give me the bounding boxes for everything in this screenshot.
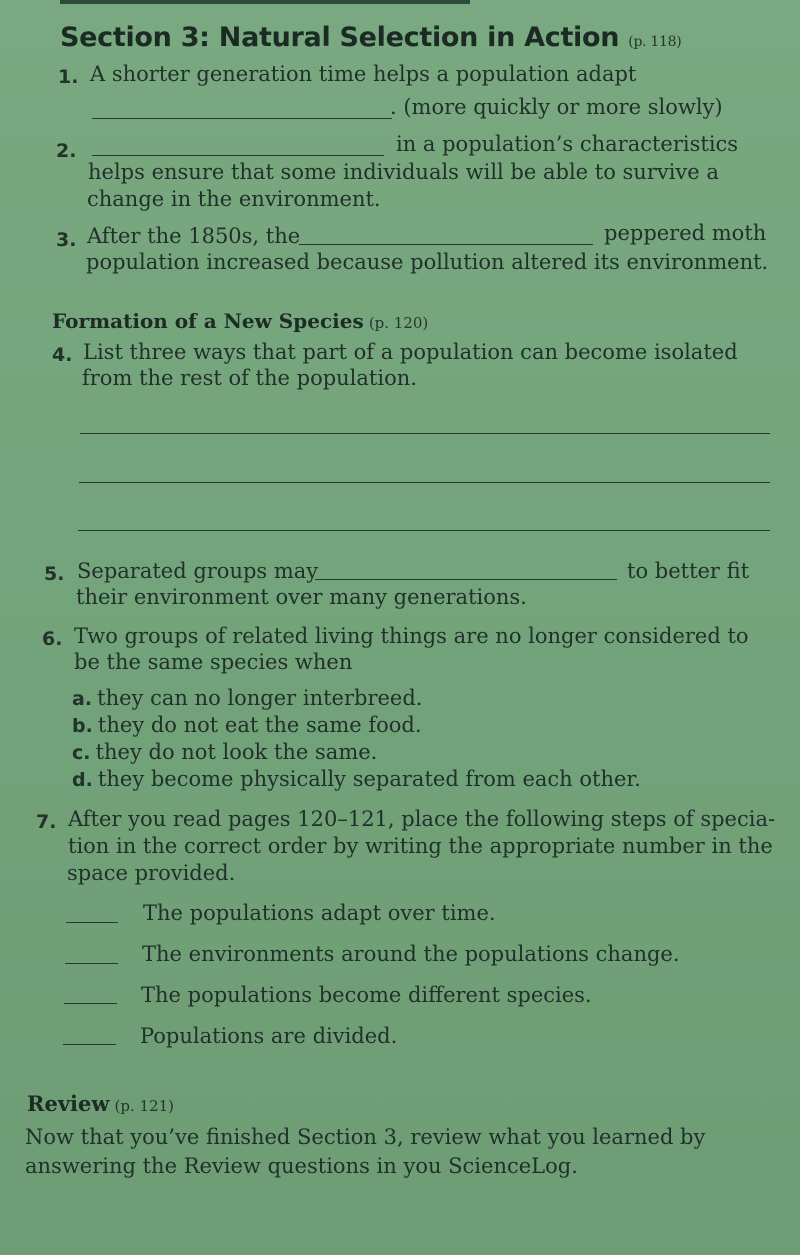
q4-answer-line-2[interactable] [79, 482, 770, 483]
q3-blank[interactable] [299, 244, 593, 245]
q4-answer-line-1[interactable] [80, 433, 770, 434]
formation-heading [52, 309, 428, 333]
section-title [60, 22, 681, 53]
review-title: Review [27, 1091, 110, 1116]
q4-text-2: from the rest of the population. [82, 366, 417, 390]
q7-step-3: The populations become different species. [141, 983, 592, 1007]
q7-text-2: tion in the correct order by writing the appropriate number in the [68, 834, 773, 858]
q5-text-pre: Separated groups may [77, 559, 319, 583]
q6-text-1: Two groups of related living things are no longer considered to [74, 624, 749, 648]
q6-text-2: be the same species when [74, 650, 353, 674]
q3-number: 3. [56, 229, 77, 251]
q6-option-c[interactable] [72, 740, 377, 764]
q5-text-2: their environment over many generations. [76, 585, 527, 609]
q5-number: 5. [44, 563, 65, 585]
q7-step-4-blank[interactable] [63, 1044, 116, 1045]
q1-text: A shorter generation time helps a population adapt [90, 62, 637, 86]
q5-blank[interactable] [315, 579, 617, 580]
q7-text-1: After you read pages 120–121, place the following steps of specia- [68, 807, 776, 831]
q4-number: 4. [52, 344, 73, 366]
q2-text-1: in a population’s characteristics [396, 132, 739, 156]
option-text: they do not look the same. [95, 740, 378, 764]
q7-number: 7. [36, 811, 57, 833]
option-text: they can no longer interbreed. [97, 686, 423, 710]
option-letter: c. [72, 742, 91, 764]
option-text: they do not eat the same food. [97, 713, 422, 737]
option-letter: d. [72, 769, 93, 791]
q6-option-a[interactable] [72, 686, 422, 710]
option-letter: a. [72, 688, 93, 710]
q2-number: 2. [56, 140, 77, 162]
q7-step-3-blank[interactable] [64, 1003, 117, 1004]
q7-step-1: The populations adapt over time. [143, 901, 496, 925]
q7-step-2-blank[interactable] [65, 963, 118, 964]
q1-blank[interactable] [92, 118, 392, 119]
q3-text-2: population increased because pollution altered its environment. [86, 250, 769, 274]
review-text-2: answering the Review questions in you ScienceLog. [25, 1154, 578, 1178]
q5-text-post: to better fit [627, 559, 750, 583]
formation-page-ref: (p. 120) [368, 314, 429, 332]
q7-text-3: space provided. [67, 861, 236, 885]
q3-text-pre: After the 1850s, the [87, 224, 301, 248]
q4-text-1: List three ways that part of a population can become isolated [83, 340, 738, 364]
review-page-ref: (p. 121) [114, 1097, 175, 1115]
review-text-1: Now that you’ve finished Section 3, review what you learned by [25, 1125, 706, 1149]
option-letter: b. [72, 715, 93, 737]
q1-hint: . (more quickly or more slowly) [390, 95, 723, 119]
q2-text-2: helps ensure that some individuals will be able to survive a [88, 160, 719, 184]
q1-number: 1. [58, 66, 79, 88]
q4-answer-line-3[interactable] [78, 530, 770, 531]
q2-text-3: change in the environment. [87, 187, 381, 211]
section-title-text: Section 3: Natural Selection in Action [60, 22, 620, 53]
q6-option-b[interactable] [72, 713, 422, 737]
formation-title: Formation of a New Species [52, 309, 364, 333]
q3-text-post: peppered moth [604, 221, 767, 245]
review-heading [27, 1091, 174, 1116]
option-text: they become physically separated from each other. [97, 767, 641, 791]
q6-option-d[interactable] [72, 767, 641, 791]
q7-step-1-blank[interactable] [66, 922, 118, 923]
top-rule [60, 0, 470, 4]
section-page-ref: (p. 118) [628, 34, 682, 50]
q6-number: 6. [42, 628, 63, 650]
q7-step-4: Populations are divided. [140, 1024, 398, 1048]
q7-step-2: The environments around the populations change. [142, 942, 680, 966]
q2-blank[interactable] [92, 155, 384, 156]
